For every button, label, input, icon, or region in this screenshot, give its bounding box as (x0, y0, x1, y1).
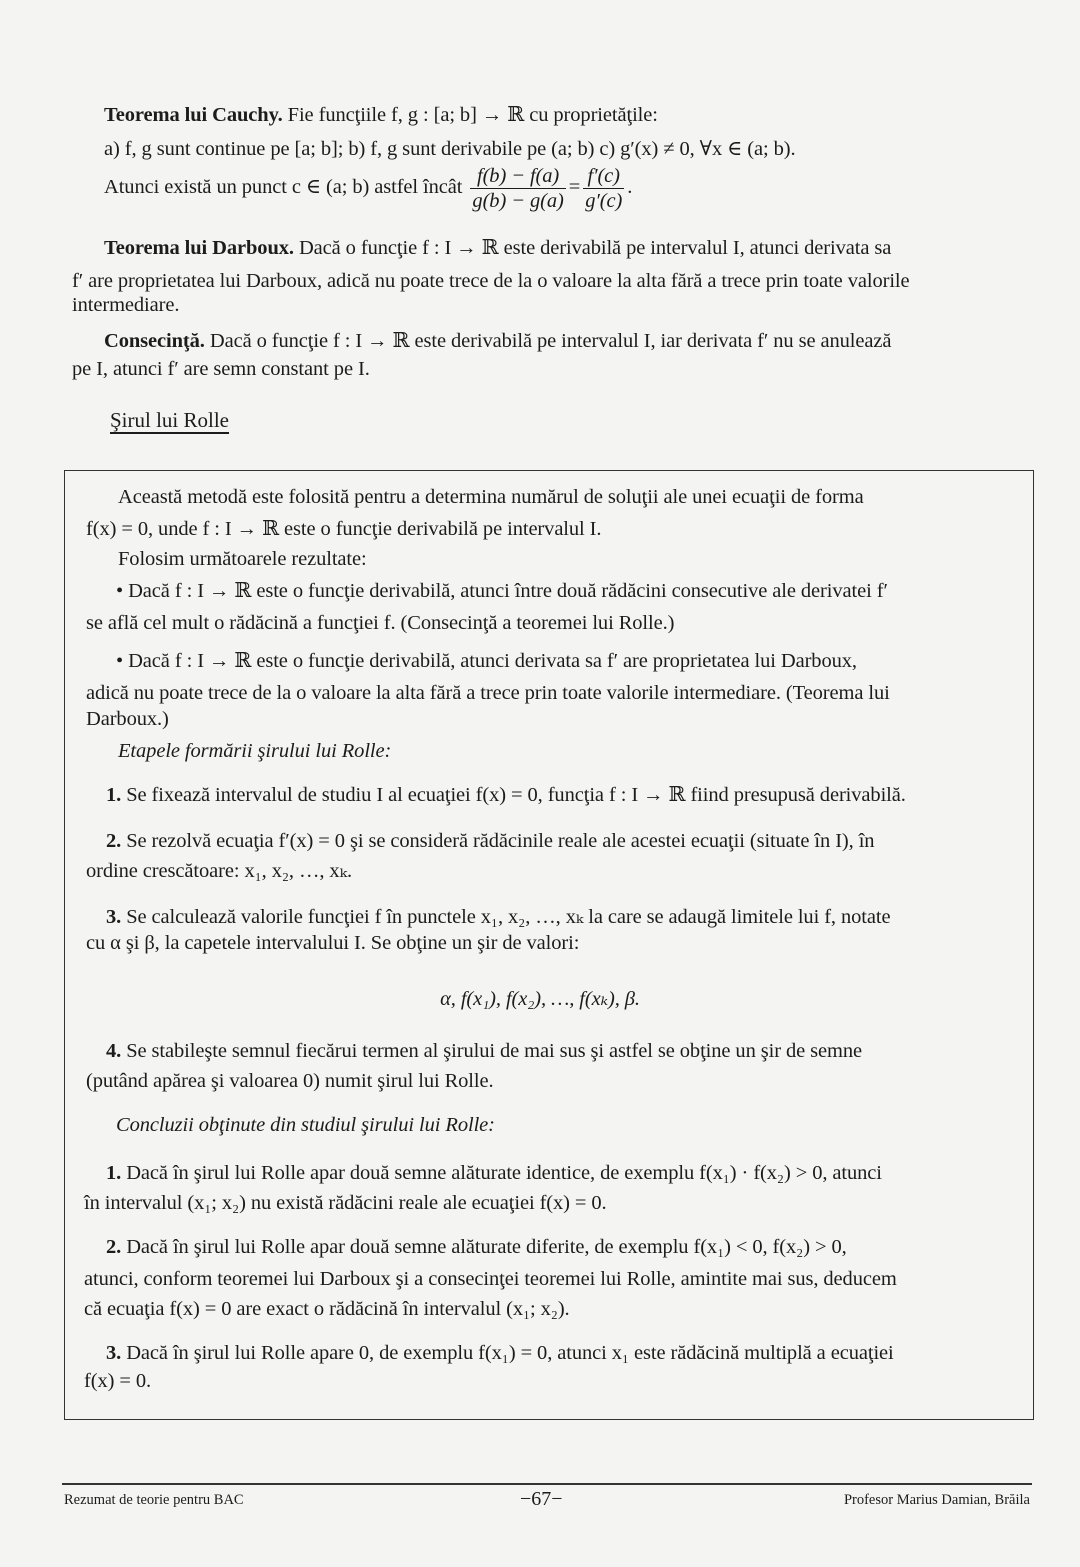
box-intro-line1: Această metodă este folosită pentru a determina numărul de soluţii ale unei ecuaţii de forma (118, 486, 864, 508)
step-2-line2: ordine crescătoare: x₁, x₂, …, xₖ. (86, 860, 352, 882)
cauchy-theorem-line2: a) f, g sunt continue pe [a; b]; b) f, g sunt derivabile pe (a; b) c) g′(x) ≠ 0, ∀x ∈ (a; b). (104, 138, 796, 160)
step-2-line1: 2. Se rezolvă ecuaţia f′(x) = 0 şi se consideră rădăcinile reale ale acestei ecuaţii (situate în I), în (106, 830, 875, 852)
cauchy-fraction-left: $\frac{f(b) - f(a)}{g(b) - g(a)}$ (472, 165, 564, 212)
step-3-line2: cu α şi β, la capetele intervalului I. Se obţine un şir de valori: (86, 932, 580, 954)
step-4-line2: (putând apărea şi valoarea 0) numit şirul lui Rolle. (86, 1070, 494, 1092)
consequence-line2: pe I, atunci f′ are semn constant pe I. (72, 358, 370, 380)
darboux-theorem-line1: Teorema lui Darboux. Dacă o funcţie f : I → ℝ este derivabilă pe intervalul I, atunci derivata sa (104, 237, 892, 259)
step-4-line1: 4. Se stabileşte semnul fiecărui termen al şirului de mai sus şi astfel se obţine un şir de semne (106, 1040, 863, 1062)
bullet-darboux-line2: adică nu poate trece de la o valoare la alta fără a trece prin toate valorile intermediare. (Teorema lui (86, 682, 890, 704)
footer-right: Profesor Marius Damian, Brăila (843, 1492, 1030, 1508)
step-3-line1: 3. Se calculează valorile funcţiei f în punctele x₁, x₂, …, xₖ la care se adaugă limitele lui f, notate (106, 906, 891, 928)
consequence-line1: Consecinţă. Dacă o funcţie f : I → ℝ este derivabilă pe intervalul I, iar derivata f′ nu se anulează (104, 330, 892, 352)
footer-left: Rezumat de teorie pentru BAC (64, 1492, 244, 1508)
conclusion-1-line2: în intervalul (x₁; x₂) nu există rădăcini reale ale ecuaţiei f(x) = 0. (84, 1192, 607, 1214)
results-heading: Folosim următoarele rezultate: (118, 548, 367, 570)
conclusion-2-line1: 2. Dacă în şirul lui Rolle apar două semne alăturate diferite, de exemplu f(x₁) < 0, f(x₂) > 0, (106, 1236, 847, 1258)
steps-heading: Etapele formării şirului lui Rolle: (118, 740, 392, 762)
bullet-darboux-line3: Darboux.) (86, 708, 169, 730)
conclusion-2-line3: că ecuaţia f(x) = 0 are exact o rădăcină în intervalul (x₁; x₂). (84, 1298, 570, 1320)
cauchy-theorem-title: Teorema lui Cauchy. (104, 104, 283, 126)
darboux-theorem-line3: intermediare. (72, 294, 180, 316)
conclusions-heading: Concluzii obţinute din studiul şirului lui Rolle: (116, 1114, 495, 1136)
conclusion-3-line2: f(x) = 0. (84, 1370, 152, 1392)
bullet-darboux-line1: • Dacă f : I → ℝ este o funcţie derivabilă, atunci derivata sa f′ are proprietatea lui Darboux, (116, 650, 857, 672)
bullet-rolle-consequence-line1: • Dacă f : I → ℝ este o funcţie derivabilă, atunci între două rădăcini consecutive ale derivatei f′ (116, 580, 888, 602)
bullet-rolle-consequence-line2: se află cel mult o rădăcină a funcţiei f. (Consecinţă a teoremei lui Rolle.) (86, 612, 675, 634)
step-1: 1. Se fixează intervalul de studiu I al ecuaţiei f(x) = 0, funcţia f : I → ℝ fiind presupusă derivabilă. (106, 784, 906, 806)
value-sequence-formula: α, f(x₁), f(x₂), …, f(xₖ), β. (440, 988, 640, 1010)
cauchy-fraction-right: $\frac{f'(c)}{g'(c)}$ (585, 165, 623, 212)
darboux-theorem-line2: f′ are proprietatea lui Darboux, adică nu poate trece de la o valoare la alta fără a trece prin toate valorile (72, 270, 910, 292)
darboux-theorem-title: Teorema lui Darboux. (104, 237, 294, 259)
box-intro-line2: f(x) = 0, unde f : I → ℝ este o funcţie derivabilă pe intervalul I. (86, 518, 602, 540)
conclusion-2-line2: atunci, conform teoremei lui Darboux şi a consecinţei teoremei lui Rolle, amintite mai sus, deducem (84, 1268, 897, 1290)
consequence-title: Consecinţă. (104, 330, 205, 352)
cauchy-theorem-conclusion: Atunci există un punct c ∈ (a; b) astfel încât $\frac{f(b) - f(a)}{g(b) - g(a)}$ = $\frac{f'(c)}{g'(c)}$ . (104, 165, 633, 212)
conclusion-3-line1: 3. Dacă în şirul lui Rolle apare 0, de exemplu f(x₁) = 0, atunci x₁ este rădăcină multiplă a ecuaţiei (106, 1342, 894, 1364)
footer-divider (62, 1483, 1032, 1485)
section-title-rolle-sequence: Şirul lui Rolle (110, 408, 230, 432)
page-number: −67− (520, 1488, 563, 1510)
conclusion-1-line1: 1. Dacă în şirul lui Rolle apar două semne alăturate identice, de exemplu f(x₁) · f(x₂) > 0, atunci (106, 1162, 882, 1184)
cauchy-theorem-line1: Teorema lui Cauchy. Fie funcţiile f, g : [a; b] → ℝ cu proprietăţile: (104, 104, 658, 126)
